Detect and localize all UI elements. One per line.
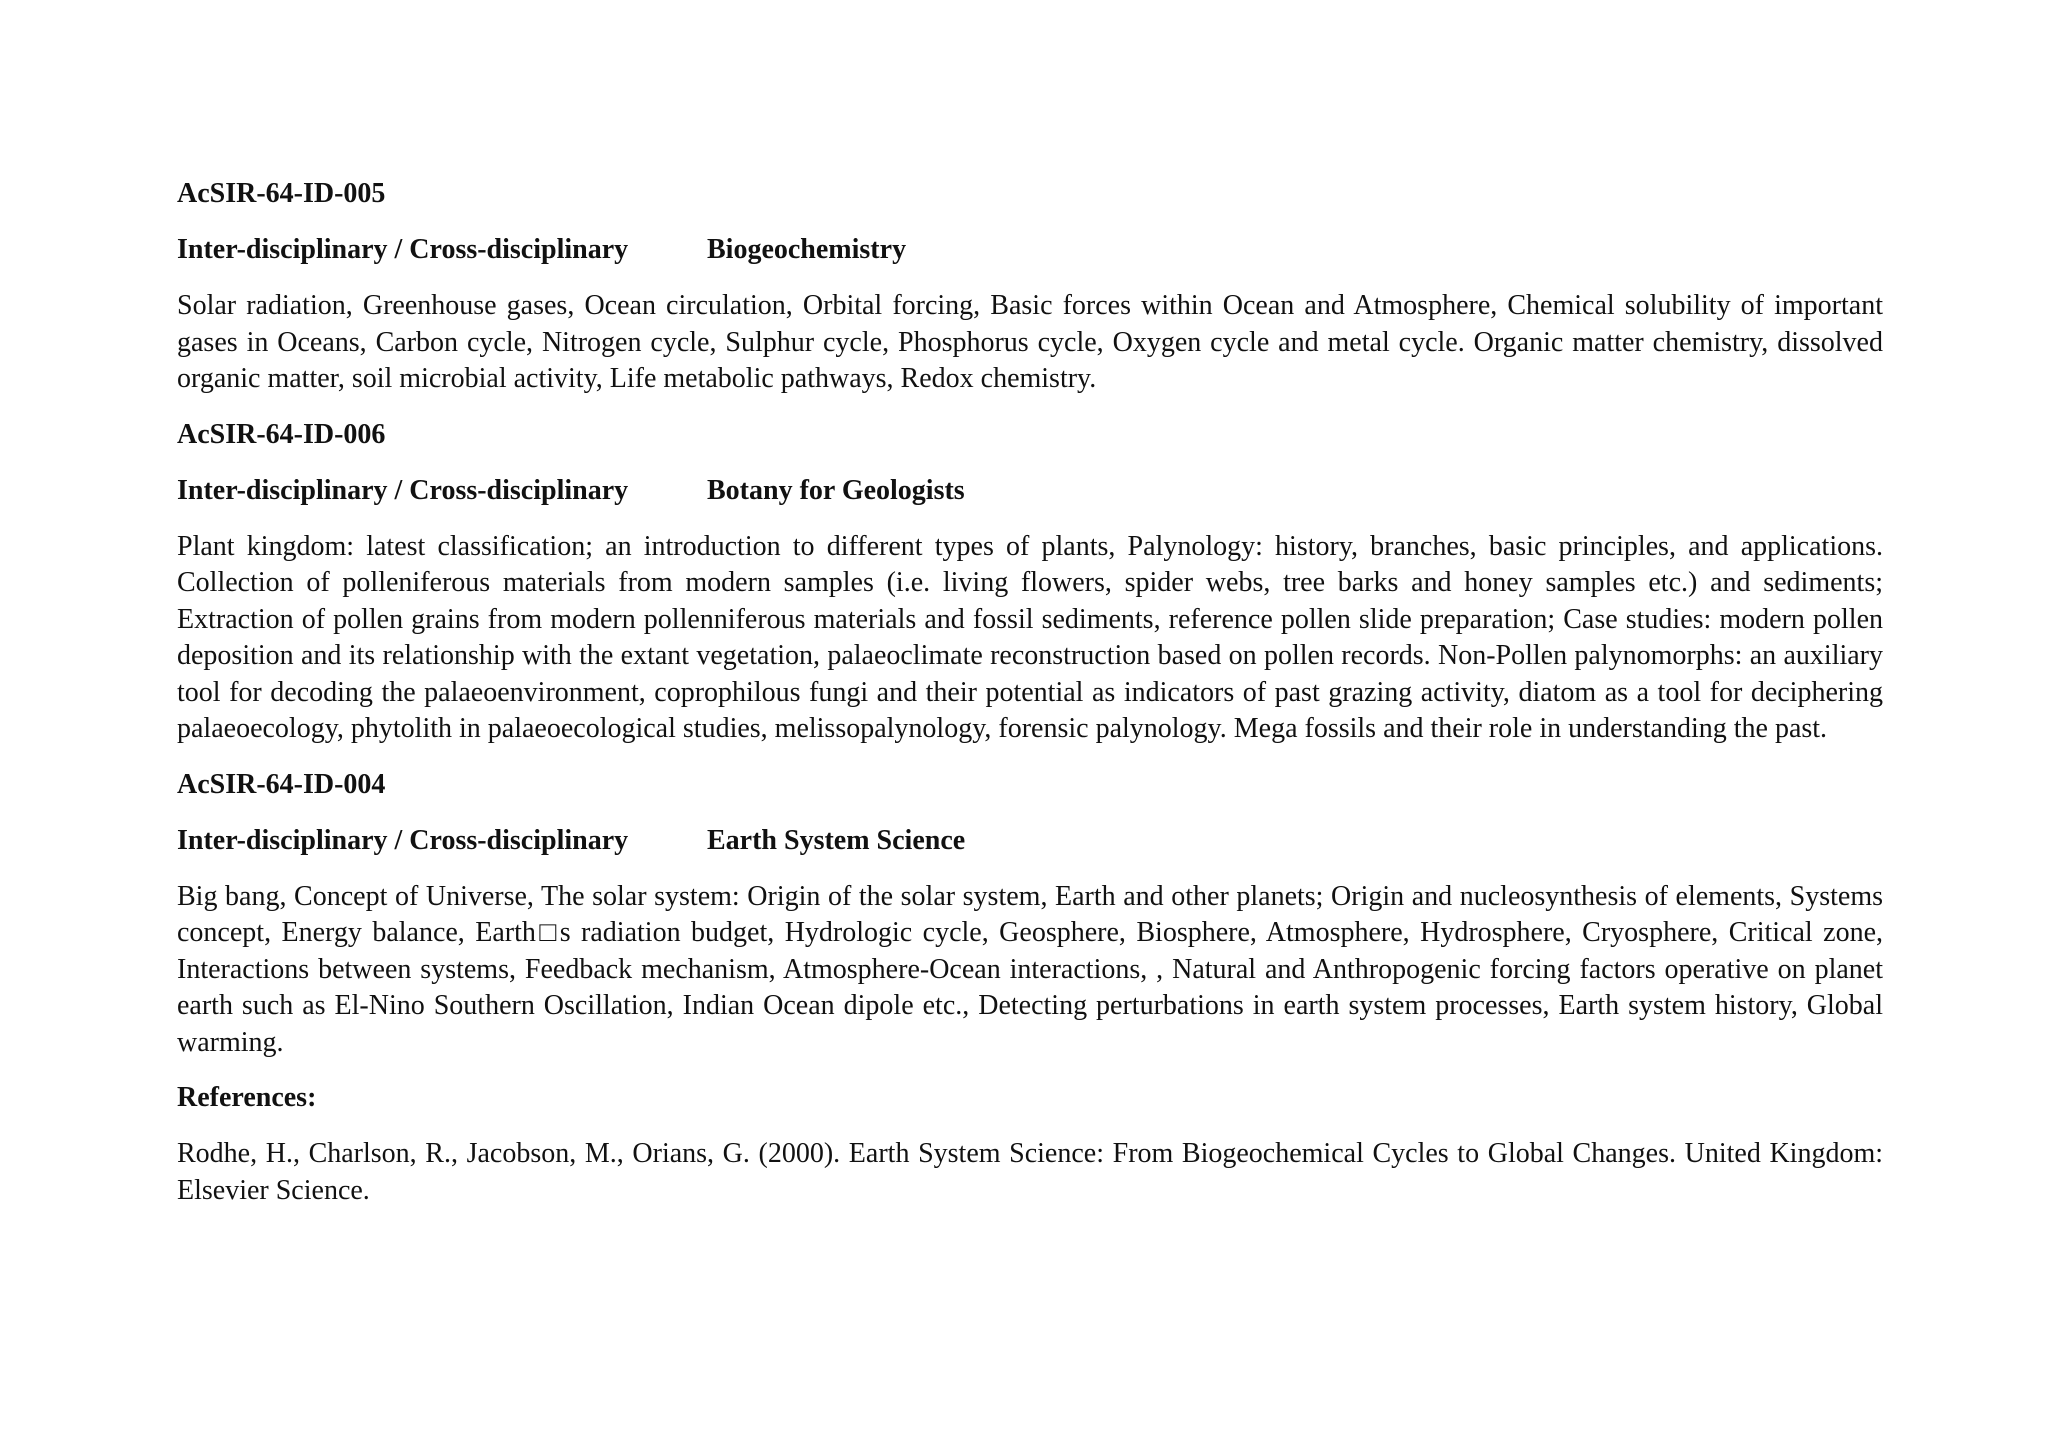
course-code: AcSIR-64-ID-006: [177, 418, 386, 450]
course-code: AcSIR-64-ID-005: [177, 178, 386, 209]
reference-item: Rodhe, H., Charlson, R., Jacobson, M., Orians, G. (2000). Earth System Science: From Biogeochemical Cycles to Global Changes. United Kingdom: Elsevier Science.: [177, 1138, 1883, 1206]
course-category: Inter-disciplinary / Cross-disciplinary: [177, 234, 629, 265]
course-description: Solar radiation, Greenhouse gases, Ocean circulation, Orbital forcing, Basic forces within Ocean and Atmosphere, Chemical solubility of important gases in Oceans, Carbon cycle, Nitrogen cycle, Sulphur cycle, Phosphorus cycle, Oxygen cycle and metal cycle. Organic matter chemistry, dissolved organic matter, soil microbial activity, Life metabolic pathways, Redox chemistry.: [177, 290, 1883, 394]
course-title: Biogeochemistry: [707, 234, 907, 265]
references-section: [177, 1080, 1883, 1209]
course-heading: [177, 823, 1883, 859]
course-title: Earth System Science: [707, 824, 966, 856]
document-page: [177, 176, 1883, 1228]
course-description: Plant kingdom: latest classification; an introduction to different types of plants, Palynology: history, branches, basic principles, and applications. Collection of polleniferous materials from modern samples (i.e. living flowers, spider webs, tree barks and honey samples etc.) and sediments; Extraction of pollen grains from modern pollenniferous materials and fossil sediments, reference pollen slide preparation; Case studies: modern pollen deposition and its relationship with the extant vegetation, palaeoclimate reconstruction based on pollen records. Non-Pollen palynomorphs: an auxiliary tool for decoding the palaeoenvironment, coprophilous fungi and their potential as indicators of past grazing activity, diatom as a tool for deciphering palaeoecology, phytolith in palaeoecological studies, melissopalynology, forensic palynology. Mega fossils and their role in understanding the past.: [177, 530, 1883, 744]
course-section-botany: [177, 417, 1883, 748]
course-heading: [177, 473, 1883, 509]
course-section-earth-system-science: [177, 767, 1883, 1062]
course-description: Big bang, Concept of Universe, The solar system: Origin of the solar system, Earth and other planets; Origin and nucleosynthesis of elements, Systems concept, Energy balance, Earth□s radiation budget, Hydrologic cycle, Geosphere, Biosphere, Atmosphere, Hydrosphere, Cryosphere, Critical zone, Interactions between systems, Feedback mechanism, Atmosphere-Ocean interactions, , Natural and Anthropogenic forcing factors operative on planet earth such as El-Nino Southern Oscillation, Indian Ocean dipole etc., Detecting perturbations in earth system processes, Earth system history, Global warming.: [177, 880, 1883, 1058]
course-category: Inter-disciplinary / Cross-disciplinary: [177, 824, 629, 856]
references-heading: References:: [177, 1082, 317, 1113]
course-heading: [177, 232, 1883, 268]
course-section-biogeochemistry: [177, 176, 1883, 398]
course-title: Botany for Geologists: [707, 474, 965, 506]
course-category: Inter-disciplinary / Cross-disciplinary: [177, 474, 629, 506]
course-code: AcSIR-64-ID-004: [177, 768, 386, 800]
